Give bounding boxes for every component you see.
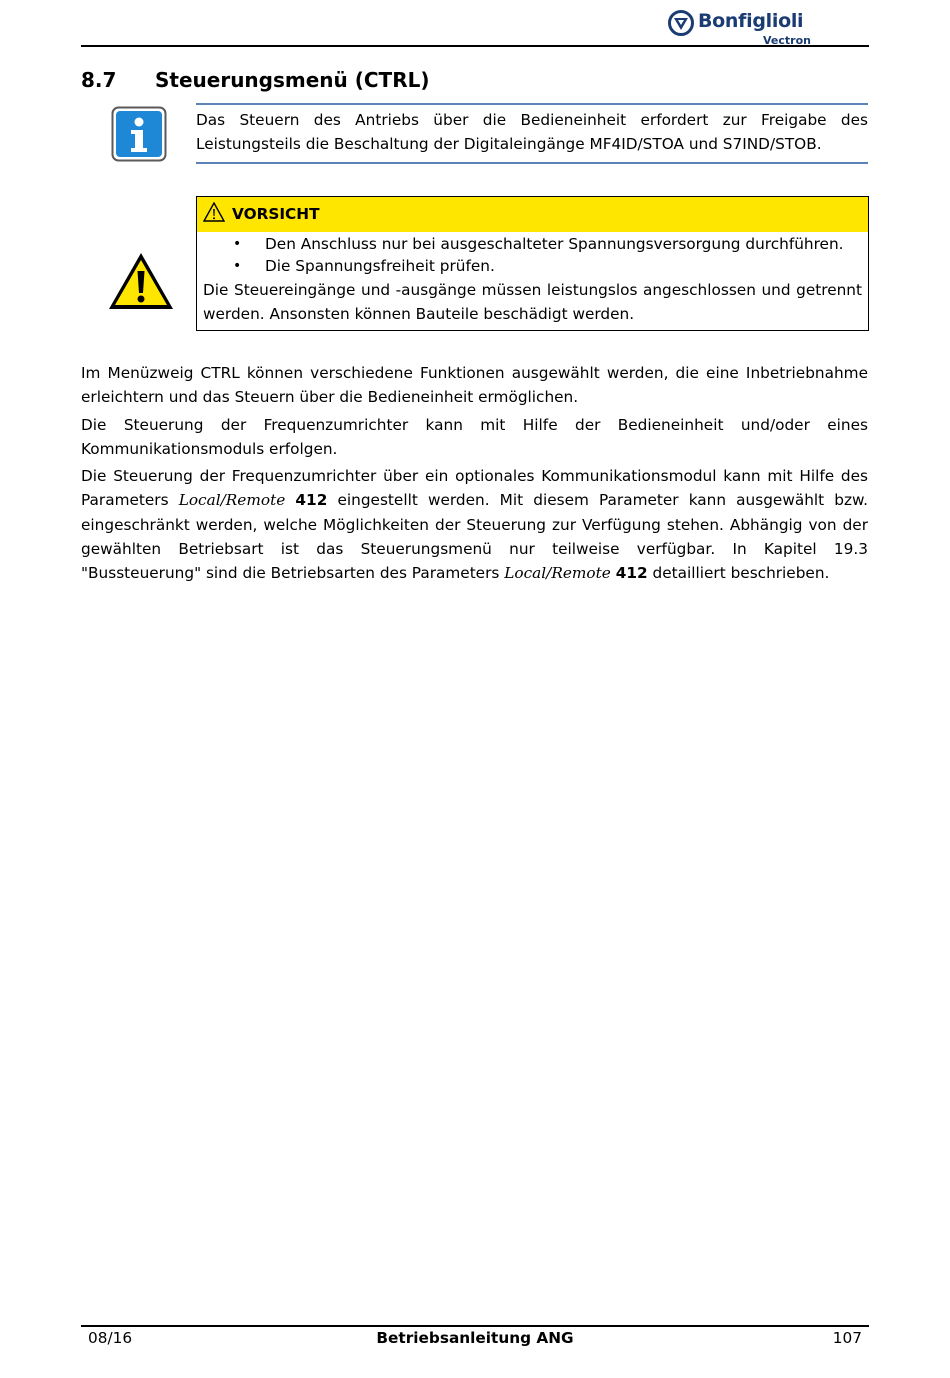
info-rule-bottom bbox=[196, 162, 868, 164]
warning-triangle-icon bbox=[107, 251, 175, 311]
bullet-dot: • bbox=[233, 258, 242, 274]
bullet-dot: • bbox=[233, 236, 242, 252]
info-icon bbox=[111, 106, 167, 162]
body-paragraph-3 bbox=[81, 464, 868, 585]
caution-box bbox=[196, 196, 869, 331]
caution-small-warning-icon bbox=[203, 202, 225, 222]
section-title: Steuerungsmenü (CTRL) bbox=[155, 68, 430, 92]
info-note-text: Das Steuern des Antriebs über die Bedieneinheit erfordert zur Freigabe des Leistungsteils die Beschaltung der Digitaleingänge MF4ID/STOA und S7IND/STOB. bbox=[196, 111, 868, 153]
brand-name: Bonfiglioli bbox=[698, 10, 804, 32]
caution-text: Die Steuereingänge und -ausgänge müssen leistungslos angeschlossen und getrennt werden. Ansonsten können Bauteile beschädigt werden. bbox=[203, 281, 862, 323]
body-paragraph-3-part-b: eingestellt werden. Mit diesem Parameter kann ausgewählt bzw. eingeschränkt werden, welche Möglichkeiten der Steuerung zur Verfügung stehen. Abhängig von der gewählten Betriebsart ist das Steuerungsmenü nur teilweise verfügbar. In Kapitel 19.3 "Bussteuerung" sind die Betriebsarten des Parameters bbox=[81, 491, 868, 583]
caution-bullet-text: Die Spannungsfreiheit prüfen. bbox=[265, 257, 495, 275]
body-paragraph-2: Die Steuerung der Frequenzumrichter kann mit Hilfe der Bedieneinheit und/oder eines Kommunikationsmoduls erfolgen. bbox=[81, 416, 868, 459]
section-number: 8.7 bbox=[81, 68, 117, 92]
footer-rule bbox=[81, 1325, 869, 1327]
body-paragraph-3-part-a: Die Steuerung der Frequenzumrichter über ein optionales Kommunikationsmodul kann mit Hilfe des Parameters bbox=[81, 467, 868, 510]
parameter-name: Local/Remote bbox=[504, 564, 611, 583]
footer-date: 08/16 bbox=[88, 1329, 133, 1347]
info-rule-top bbox=[196, 103, 868, 105]
body-paragraph-3-part-c: detailliert beschrieben. bbox=[652, 564, 830, 583]
body-paragraph-1: Im Menüzweig CTRL können verschiedene Funktionen ausgewählt werden, die eine Inbetriebnahme erleichtern und das Steuern über die Bedieneinheit ermöglichen. bbox=[81, 364, 868, 407]
brand-logo bbox=[668, 8, 868, 48]
parameter-name: Local/Remote bbox=[178, 491, 286, 510]
parameter-number: 412 bbox=[615, 564, 648, 583]
footer-page-number: 107 bbox=[832, 1329, 862, 1347]
brand-sub: Vectron bbox=[763, 34, 811, 47]
parameter-number: 412 bbox=[295, 491, 328, 510]
caution-header bbox=[197, 197, 868, 232]
footer-document-title: Betriebsanleitung ANG bbox=[376, 1329, 574, 1347]
brand-logo-icon bbox=[668, 10, 694, 36]
header-rule bbox=[81, 45, 869, 47]
caution-title: VORSICHT bbox=[232, 205, 320, 223]
caution-bullet-text: Den Anschluss nur bei ausgeschalteter Spannungsversorgung durchführen. bbox=[265, 235, 844, 253]
